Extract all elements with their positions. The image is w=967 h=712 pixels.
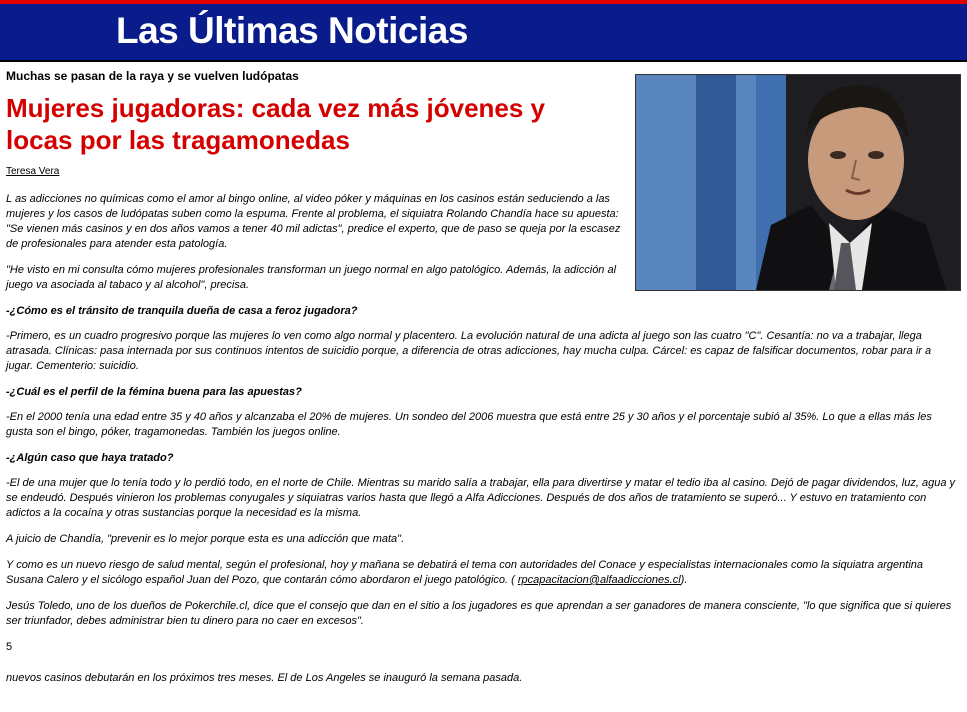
answer-3: -El de una mujer que lo tenía todo y lo perdió todo, en el norte de Chile. Mientras su marido salía a trabajar, ella para divertirse y matar el tedio iba al casino. Dejó de pagar dividendos, luz, agua y se endeudó. Después vinieron los problemas conyugales y siquiatras varios hasta que llegó a Alfa Adicciones. Después de dos años de tratamiento se superó... Y estuvo en tratamiento con adictos a la cocaína y otras sustancias porque la necesidad es la misma. bbox=[6, 477, 955, 519]
paragraph-3: A juicio de Chandía, "prevenir es lo mejor porque esta es una adicción que mata". bbox=[6, 533, 405, 545]
answer-2: -En el 2000 tenía una edad entre 35 y 40 años y alcanzaba el 20% de mujeres. Un sondeo del 2006 muestra que está entre 25 y 30 años y el porcentaje subió al 35%. Lo que a ellas más les gusta son el bingo, póker, tragamonedas. También los juegos online. bbox=[6, 411, 932, 438]
paragraph-6: nuevos casinos debutarán en los próximos tres meses. El de Los Angeles se inauguró la semana pasada. bbox=[6, 672, 523, 684]
paragraph-5: Jesús Toledo, uno de los dueños de Pokerchile.cl, dice que el consejo que dan en el sitio a los jugadores es que aprendan a ser ganadores de manera consciente, "lo que significa que si quieres ser triunfador, debes administrar bien tu dinero para no caer en excesos". bbox=[6, 600, 952, 627]
article-body bbox=[6, 62, 961, 697]
email-link[interactable]: rpcapacitacion@alfaadicciones.cl bbox=[517, 574, 681, 586]
man-portrait-photo bbox=[635, 74, 961, 291]
article-kicker: Muchas se pasan de la raya y se vuelven ludópatas bbox=[6, 69, 299, 83]
paragraph-4-end: ). bbox=[680, 574, 688, 586]
paragraph-1: L as adicciones no químicas como el amor al bingo online, al video póker y máquinas en los casinos están seduciendo a las mujeres y los casos de ludópatas suben como la espuma. Frente al problema, el siquiatra Rolando Chandía hace su apuesta: "Se vienen más casinos y en dos años vamos a tener 40 mil adictas", predice el experto, que de paso se queja por la escasez de profesionales para atender esta patología. bbox=[6, 193, 621, 250]
highlight-number: 5 bbox=[6, 641, 13, 653]
article-headline: Mujeres jugadoras: cada vez más jóvenes y locas por las tragamonedas bbox=[6, 93, 546, 155]
question-2: -¿Cuál es el perfil de la fémina buena para las apuestas? bbox=[6, 386, 302, 398]
paragraph-2: "He visto en mi consulta cómo mujeres profesionales transforman un juego normal en algo patológico. Además, la adicción al juego va asociada al tabaco y al alcohol", precisa. bbox=[6, 264, 617, 291]
paragraph-4 bbox=[6, 558, 961, 588]
masthead-banner bbox=[0, 4, 967, 62]
paragraph-4-text: Y como es un nuevo riesgo de salud mental, según el profesional, hoy y mañana se debatirá el tema con autoridades del Conace y especialistas internacionales como la siquiatra argentina Susana Calero y el sicólogo español Juan del Pozo, que contarán cómo abordaron el juego patológico. ( bbox=[6, 559, 924, 586]
answer-1: -Primero, es un cuadro progresivo porque las mujeres lo ven como algo normal y placentero. La evolución natural de una adicta al juego son las cuatro "C". Cesantía: no va a trabajar, llega atrasada. Clínicas: pasa internada por sus continuos intentos de suicidio porque, a diferencia de otras adicciones, hay mucha culpa. Cárcel: es capaz de falsificar documentos, robar para ir a jugar. Cementerio: suicidio. bbox=[6, 330, 932, 372]
question-3: -¿Algún caso que haya tratado? bbox=[6, 452, 174, 464]
article-byline[interactable]: Teresa Vera bbox=[6, 166, 60, 177]
question-1: -¿Cómo es el tránsito de tranquila dueña de casa a feroz jugadora? bbox=[6, 305, 358, 317]
masthead-title: Las Últimas Noticias bbox=[116, 10, 468, 51]
